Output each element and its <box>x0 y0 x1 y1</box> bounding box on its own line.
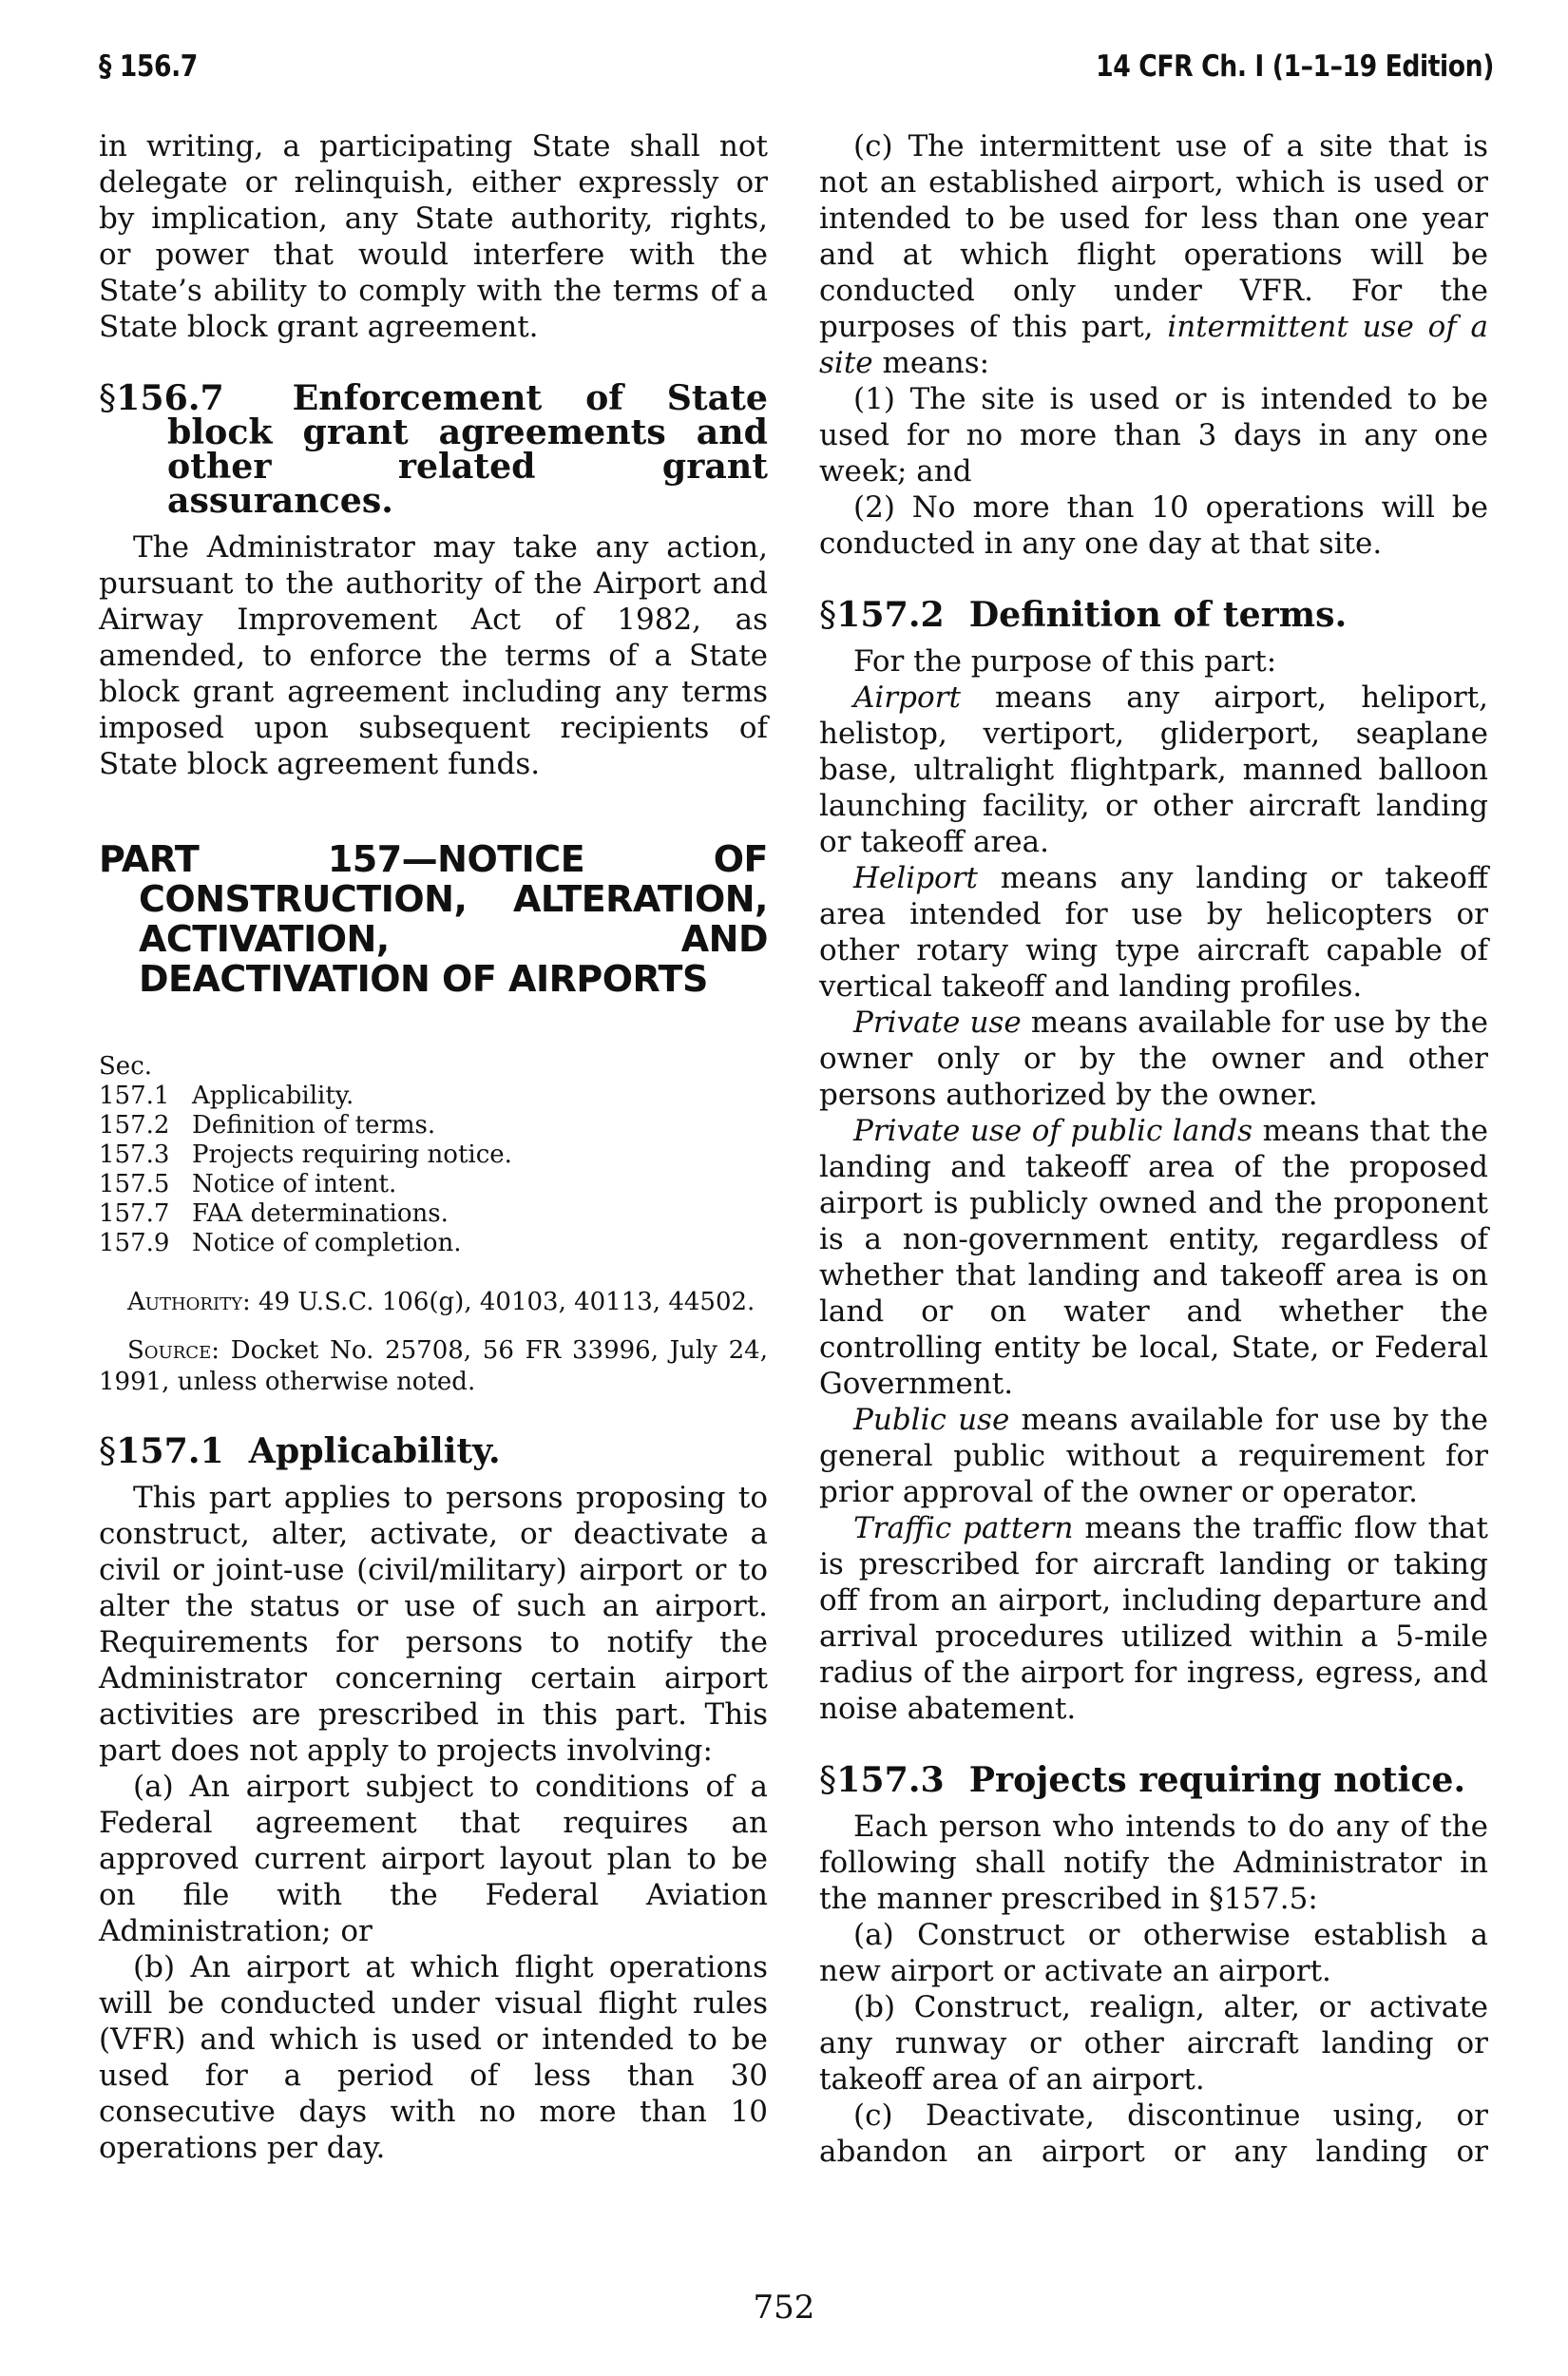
definition-item <box>819 1113 1488 1402</box>
part-title: PART 157—NOTICE OF CONSTRUCTION, ALTERATION, ACTIVATION, AND DEACTIVATION OF AIRPORTS <box>99 838 768 1000</box>
toc-item-title: Definition of terms. <box>192 1111 436 1140</box>
right-column <box>819 128 1488 2170</box>
definition-item <box>819 1402 1488 1510</box>
toc-item[interactable] <box>99 1082 768 1111</box>
source-text: Docket No. 25708, 56 FR 33996, July 24, 1991, unless otherwise noted. <box>99 1336 768 1396</box>
paragraph-a: (a) An airport subject to conditions of a Federal agreement that requires an approved current airport layout plan to be on file with the Federal Aviation Administration; or <box>99 1770 768 1948</box>
paragraph-c: (c) Deactivate, discontinue using, or abandon an airport or any landing or <box>819 2098 1488 2169</box>
toc-item[interactable] <box>99 1111 768 1140</box>
paragraph-c-2: (2) No more than 10 operations will be conducted in any one day at that site. <box>819 490 1488 561</box>
definition-item <box>819 1510 1488 1727</box>
section-title: Enforcement of State block grant agreements and other related grant assurances. <box>167 377 768 521</box>
toc-item-number: 157.5 <box>99 1170 170 1198</box>
definition-text: means any landing or takeoff area intended for use by helicopters or other rotary wing type aircraft capable of vertical takeoff and landing profiles. <box>819 861 1488 1004</box>
definition-term: Airport <box>853 680 961 715</box>
section-number: 157.1 <box>116 1430 224 1471</box>
section-body: The Administrator may take any action, pursuant to the authority of the Airport and Airway Improvement Act of 1982, as amended, to enforce the terms of a State block grant agreement including any terms imposed upon subsequent recipients of State block agreement funds. <box>99 530 768 781</box>
toc-item-number: 157.3 <box>99 1140 170 1169</box>
toc-item-title: Notice of intent. <box>192 1170 397 1198</box>
authority-label: Authority: <box>127 1288 251 1316</box>
paragraph-b: (b) Construct, realign, alter, or activate any runway or other aircraft landing or takeoff area of an airport. <box>819 1990 1488 2097</box>
section-symbol: § <box>819 594 837 635</box>
authority-source-block <box>99 1287 768 1398</box>
definition-term: Traffic pattern <box>853 1511 1074 1545</box>
toc-item-title: Notice of completion. <box>192 1229 462 1257</box>
source-note <box>99 1335 768 1398</box>
toc-item-number: 157.7 <box>99 1199 170 1228</box>
definition-text: means available for use by the owner only or by the owner and other persons authorized by the owner. <box>819 1006 1488 1112</box>
toc-item-number: 157.2 <box>99 1111 170 1140</box>
section-title: Projects requiring notice. <box>968 1759 1466 1800</box>
section-heading-157-3 <box>819 1759 1488 1800</box>
definition-item <box>819 1005 1488 1113</box>
toc-item-title: FAA determinations. <box>192 1199 449 1228</box>
paragraph-c-1: (1) The site is used or is intended to be used for no more than 3 days in any one week; and <box>819 382 1488 489</box>
paragraph-c <box>819 128 1488 381</box>
toc-item-title: Projects requiring notice. <box>192 1140 512 1169</box>
paragraph-b: (b) An airport at which flight operations will be conducted under visual flight rules (VFR) and which is used or intended to be used for a period of less than 30 consecutive days with no more than 10 operations per day. <box>99 1950 768 2165</box>
defined-term: intermittent use of a site <box>819 310 1489 380</box>
toc-item[interactable] <box>99 1199 768 1229</box>
section-number: 156.7 <box>116 377 224 418</box>
section-symbol: § <box>99 377 117 418</box>
toc-item[interactable] <box>99 1140 768 1170</box>
authority-text: 49 U.S.C. 106(g), 40103, 40113, 44502. <box>258 1288 755 1316</box>
paragraph-c-end: means: <box>882 346 990 380</box>
section-intro: Each person who intends to do any of the following shall notify the Administrator in the manner prescribed in §157.5: <box>819 1810 1488 1916</box>
definition-item <box>819 860 1488 1005</box>
toc-item[interactable] <box>99 1170 768 1199</box>
toc-item-title: Applicability. <box>192 1082 354 1110</box>
source-label: Source: <box>127 1336 220 1365</box>
definition-term: Public use <box>853 1403 1010 1437</box>
definition-text: means the traffic flow that is prescribed for aircraft landing or taking off from an airport, including departure and arrival procedures utilized within a 5-mile radius of the airport for ingress, egress, and noise abatement. <box>819 1511 1488 1726</box>
definitions-intro: For the purpose of this part: <box>853 644 1277 679</box>
table-of-contents <box>99 1052 768 1258</box>
left-column <box>99 128 768 2166</box>
definition-text: means that the landing and takeoff area of the proposed airport is publicly owned and the proponent is a non-government entity, regardless of whether that landing and takeoff area is on land or on water and whether the controlling entity be local, State, or Federal Government. <box>819 1114 1489 1401</box>
definition-item <box>819 680 1488 860</box>
definition-term: Private use of public lands <box>853 1114 1253 1148</box>
section-number: 157.2 <box>836 594 945 635</box>
definition-text: means available for use by the general public without a requirement for prior approval of the owner or operator. <box>819 1403 1488 1509</box>
running-header-edition: 14 CFR Ch. I (1–1–19 Edition) <box>1096 49 1494 84</box>
section-body: This part applies to persons proposing to construct, alter, activate, or deactivate a civil or joint-use (civil/military) airport or to alter the status or use of such an airport. Requirements for persons to notify the Administrator concerning certain airport activities are prescribed in this part. This part does not apply to projects involving: <box>99 1481 768 1768</box>
section-heading-157-1 <box>99 1430 768 1471</box>
toc-item-number: 157.1 <box>99 1082 170 1110</box>
section-symbol: § <box>819 1759 837 1800</box>
page-number: 752 <box>753 2289 815 2327</box>
toc-label: Sec. <box>99 1052 153 1081</box>
definition-term: Private use <box>853 1006 1022 1040</box>
paragraph-a: (a) Construct or otherwise establish a new airport or activate an airport. <box>819 1918 1488 1988</box>
section-number: 157.3 <box>836 1759 945 1800</box>
definition-term: Heliport <box>853 861 978 895</box>
authority-note <box>99 1287 768 1318</box>
toc-item-number: 157.9 <box>99 1229 170 1257</box>
continuation-paragraph: in writing, a participating State shall not delegate or relinquish, either expressly or by implication, any State authority, rights, or power that would interfere with the State’s ability to comply with the terms of a State block grant agreement. <box>99 129 768 344</box>
running-header-section: § 156.7 <box>99 49 198 84</box>
section-heading-157-2 <box>819 594 1488 635</box>
section-title: Definition of terms. <box>968 594 1348 635</box>
toc-item[interactable] <box>99 1229 768 1258</box>
paragraph-c-text: (c) The intermittent use of a site that is not an established airport, which is used or intended to be used for less than one year and at which flight operations will be conducted only under VFR. For the purposes of this part, <box>819 129 1488 344</box>
section-title: Applicability. <box>248 1430 501 1471</box>
section-heading-156-7 <box>99 377 768 521</box>
definition-text: means any airport, heliport, helistop, vertiport, gliderport, seaplane base, ultralight flightpark, manned balloon launching facility, or other aircraft landing or takeoff area. <box>819 680 1488 859</box>
section-symbol: § <box>99 1430 117 1471</box>
